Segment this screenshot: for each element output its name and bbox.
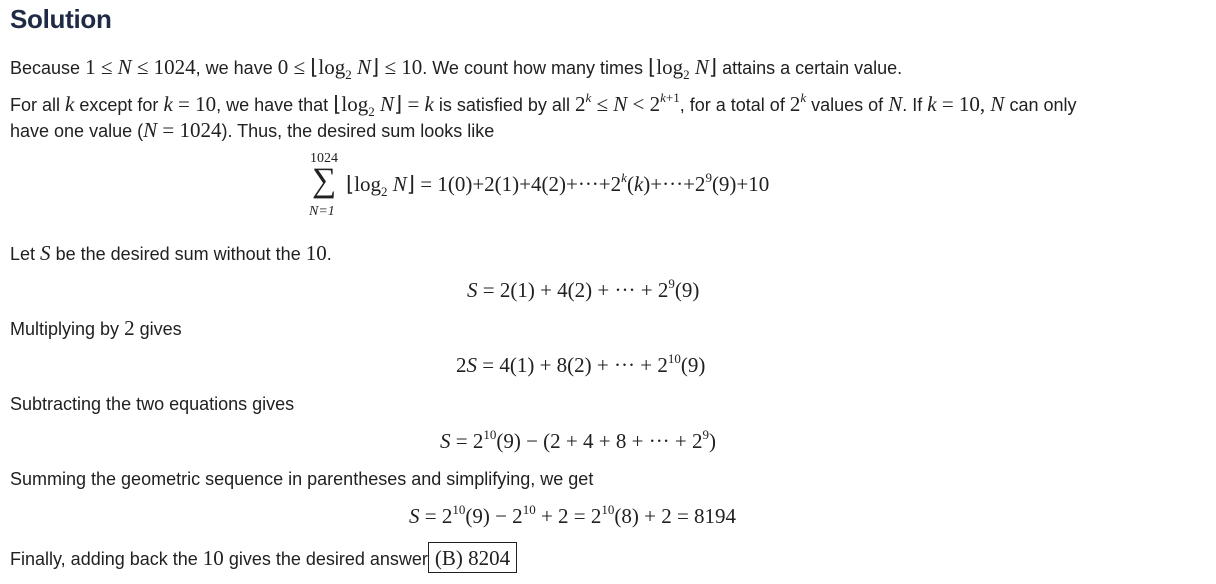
math-inline: N <box>888 92 903 116</box>
paragraph-intro <box>10 54 902 81</box>
text: gives <box>139 319 182 339</box>
math-inline: k = 10 <box>163 92 217 116</box>
text: is satisfied by all <box>438 95 570 115</box>
sum-lower-limit: N=1 <box>309 204 335 219</box>
text: attains a certain value. <box>722 58 903 78</box>
equation-s: S = 2(1) + 4(2) + ··· + $2^9(9)$ <box>467 276 700 302</box>
equation-2s: 2S = 4(1) + 8(2) + ··· + $2^{10}(9)$ <box>456 351 706 377</box>
paragraph-subtract <box>10 391 294 417</box>
text: Multiplying by <box>10 319 120 339</box>
equation-result: $S = 2^{10}(9) - 2^{10} + 2 = 2^{10}(8) + 2 = 8194$ <box>409 502 737 528</box>
text: , for a total of <box>679 95 785 115</box>
math-inline: $⌊\log_2$ N⌋ = k <box>333 92 434 119</box>
math-inline: k <box>65 92 75 116</box>
paragraph-counting-line2 <box>10 117 494 144</box>
text: Let <box>10 244 36 264</box>
answer-box: (B) 8204 <box>428 542 517 573</box>
text: values of <box>811 95 884 115</box>
paragraph-counting-line1 <box>10 91 1077 118</box>
sum-upper-limit: 1024 <box>310 151 338 166</box>
equation-difference: $S = 2^{10}(9) - (2 + 4 + 8$ + ··· + $2^9$) <box>440 427 717 453</box>
paragraph-let-s <box>10 240 332 267</box>
text: ). Thus, the desired sum looks like <box>221 121 495 141</box>
text: can only <box>1009 95 1077 115</box>
text: , we have that <box>216 95 329 115</box>
math-inline: k = 10, N <box>927 92 1005 116</box>
text: gives the desired answer <box>228 549 428 569</box>
text: Subtracting the two equations gives <box>10 394 295 414</box>
text: be the desired sum without the <box>55 244 301 264</box>
math-inline: 10 <box>202 546 224 570</box>
math-inline: $0 \le ⌊\log_2$ N⌋ ≤ 10 <box>277 55 423 82</box>
math-inline: 2 <box>124 316 135 340</box>
paragraph-final-answer <box>10 545 517 572</box>
text: Finally, adding back the <box>10 549 198 569</box>
text: , we have <box>195 58 273 78</box>
text: except for <box>79 95 159 115</box>
paragraph-multiply <box>10 315 182 342</box>
text: . <box>326 244 332 264</box>
math-inline: 2$^k$ <box>789 90 807 116</box>
text: . If <box>902 95 923 115</box>
paragraph-geometric <box>10 466 593 492</box>
text: . We count how many times <box>422 58 644 78</box>
text: have one value ( <box>10 121 144 141</box>
summation-body: $⌊\log_2$ N⌋ = $1(0)+2(1)+4(2)+\cdot\cdot\cdot+2^k(k)+\cdot\cdot\cdot+2^9(9)+10$ <box>346 170 770 199</box>
math-inline: $⌊\log_2$ N⌋ <box>648 55 718 82</box>
math-inline: 1 ≤ N ≤ 1024 <box>85 55 196 79</box>
math-inline: 10 <box>305 241 327 265</box>
sigma-symbol: ∑ <box>312 162 337 199</box>
text: For all <box>10 95 61 115</box>
page-title: Solution <box>10 4 112 34</box>
math-inline: $2^k \le N < 2^{k+1}$ <box>574 90 680 116</box>
math-inline: N = 1024 <box>143 118 222 142</box>
text: Because <box>10 58 81 78</box>
math-inline: S <box>40 241 51 265</box>
text: Summing the geometric sequence in parentheses and simplifying, we get <box>10 469 594 489</box>
